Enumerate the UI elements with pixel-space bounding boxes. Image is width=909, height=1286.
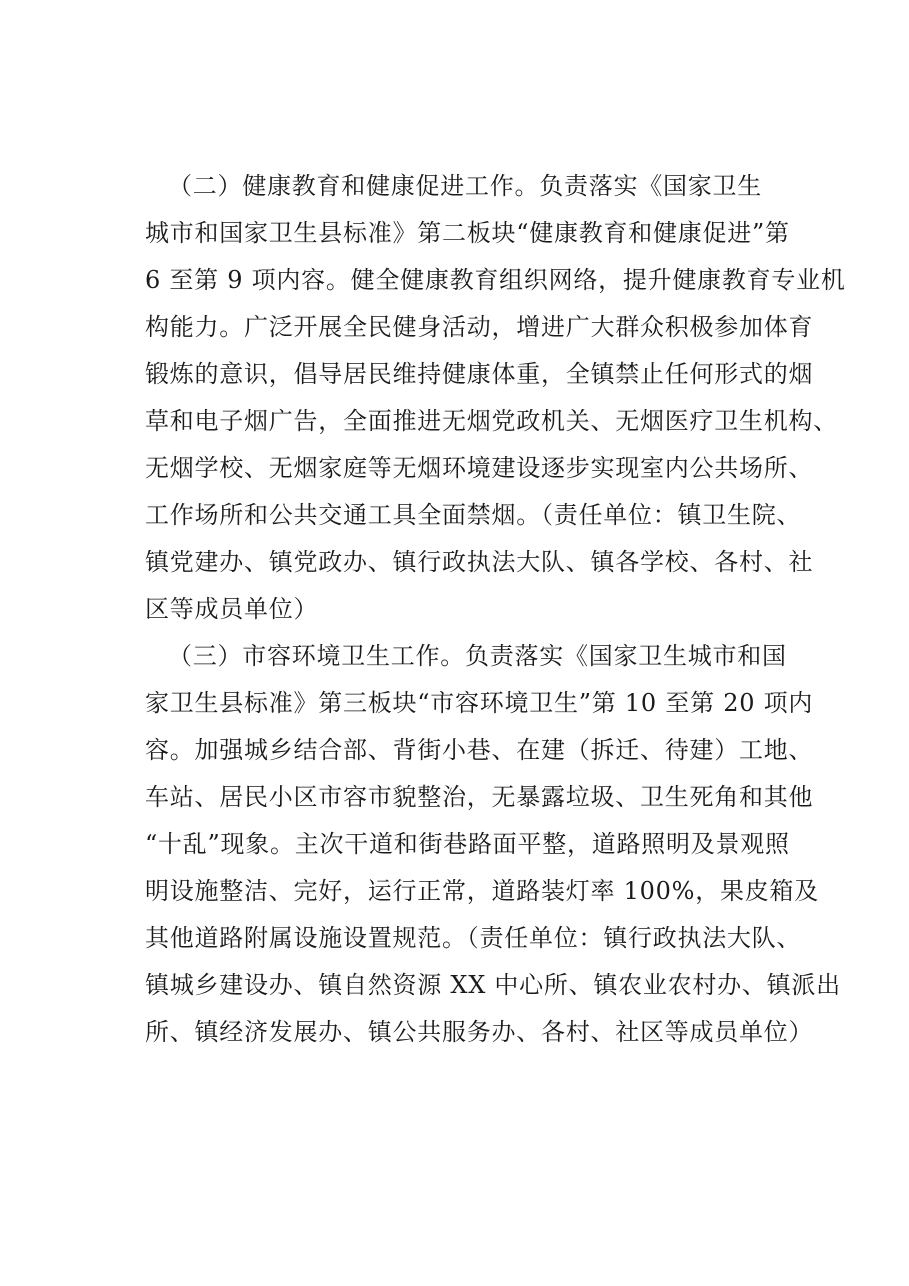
- paragraph-line: 车站、居民小区市容市貌整治，无暴露垃圾、卫生死角和其他: [145, 783, 814, 811]
- paragraph-line: 区等成员单位）: [145, 595, 319, 623]
- paragraph-line: 工作场所和公共交通工具全面禁烟。（责任单位：镇卫生院、: [145, 501, 802, 529]
- paragraph-line: 其他道路附属设施设置规范。（责任单位：镇行政执法大队、: [145, 924, 802, 952]
- paragraph-line: （三）市容环境卫生工作。负责落实《国家卫生城市和国: [168, 642, 787, 670]
- paragraph-line: 明设施整洁、完好，运行正常，道路装灯率 100%，果皮箱及: [145, 877, 819, 905]
- paragraph-line: 6 至第 9 项内容。健全健康教育组织网络，提升健康教育专业机: [145, 266, 846, 294]
- paragraph-line: 构能力。广泛开展全民健身活动，增进广大群众积极参加体育: [145, 313, 814, 341]
- paragraph-line: 无烟学校、无烟家庭等无烟环境建设逐步实现室内公共场所、: [145, 454, 814, 482]
- paragraph-line: 容。加强城乡结合部、背街小巷、在建（拆迁、待建）工地、: [145, 736, 814, 764]
- paragraph-line: 镇城乡建设办、镇自然资源 XX 中心所、镇农业农村办、镇派出: [145, 971, 841, 999]
- paragraph-line: 家卫生县标准》第三板块“市容环境卫生”第 10 至第 20 项内: [145, 689, 814, 717]
- paragraph-line: 城市和国家卫生县标准》第二板块“健康教育和健康促进”第: [145, 219, 790, 247]
- paragraph-line: “十乱”现象。主次干道和街巷路面平整，道路照明及景观照: [145, 830, 790, 858]
- paragraph-line: 草和电子烟广告，全面推进无烟党政机关、无烟医疗卫生机构、: [145, 407, 838, 435]
- paragraph-line: 镇党建办、镇党政办、镇行政执法大队、镇各学校、各村、社: [145, 548, 814, 576]
- paragraph-line: （二）健康教育和健康促进工作。负责落实《国家卫生: [168, 172, 762, 200]
- paragraph-line: 锻炼的意识，倡导居民维持健康体重，全镇禁止任何形式的烟: [145, 360, 814, 388]
- paragraph-line: 所、镇经济发展办、镇公共服务办、各村、社区等成员单位）: [145, 1018, 814, 1046]
